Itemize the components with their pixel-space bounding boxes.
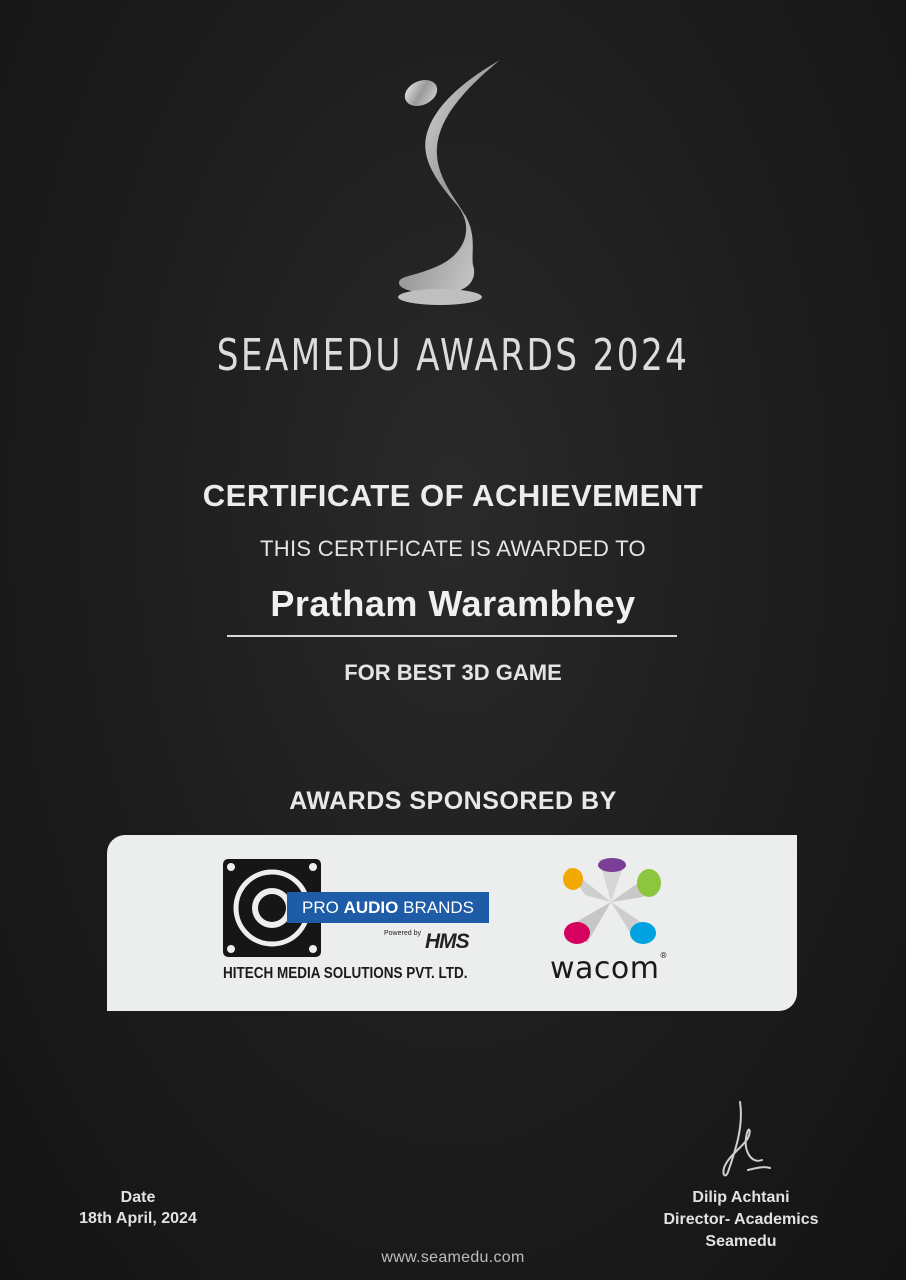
signer-title: Director- Academics [663,1211,819,1228]
signer-name: Dilip Achtani [692,1189,790,1206]
recipient-name: Pratham Warambhey [270,583,636,624]
award-category: FOR BEST 3D GAME [344,660,562,685]
signature [718,1098,774,1180]
trophy-figure-icon [385,55,515,310]
powered-by-label: Powered by [384,930,421,937]
awards-title: SEAMEDU AWARDS 2024 [216,330,690,381]
date-block [58,1187,218,1229]
certificate-heading: CERTIFICATE OF ACHIEVEMENT [202,478,704,513]
pro-label: PRO [302,898,339,917]
pro-audio-brands-logo [287,892,489,923]
signer-organization: Seamedu [705,1233,777,1250]
name-underline [227,635,677,637]
sponsor-panel [107,835,797,1011]
website-url: www.seamedu.com [381,1249,525,1266]
wacom-wordmark [550,951,668,986]
hms-logo: HMS [425,930,469,953]
date-value: 18th April, 2024 [79,1210,197,1227]
hitech-company-name: HITECH MEDIA SOLUTIONS PVT. LTD. [223,964,468,982]
brands-label: BRANDS [403,898,474,917]
wacom-text: wacom [550,951,660,986]
signer-block [630,1187,852,1253]
date-label: Date [120,1189,156,1206]
wacom-logo-icon [559,857,663,947]
sponsors-heading: AWARDS SPONSORED BY [289,787,617,815]
audio-label: AUDIO [343,898,399,917]
trademark-symbol: ® [659,951,668,960]
awarded-to-line: THIS CERTIFICATE IS AWARDED TO [260,536,646,561]
